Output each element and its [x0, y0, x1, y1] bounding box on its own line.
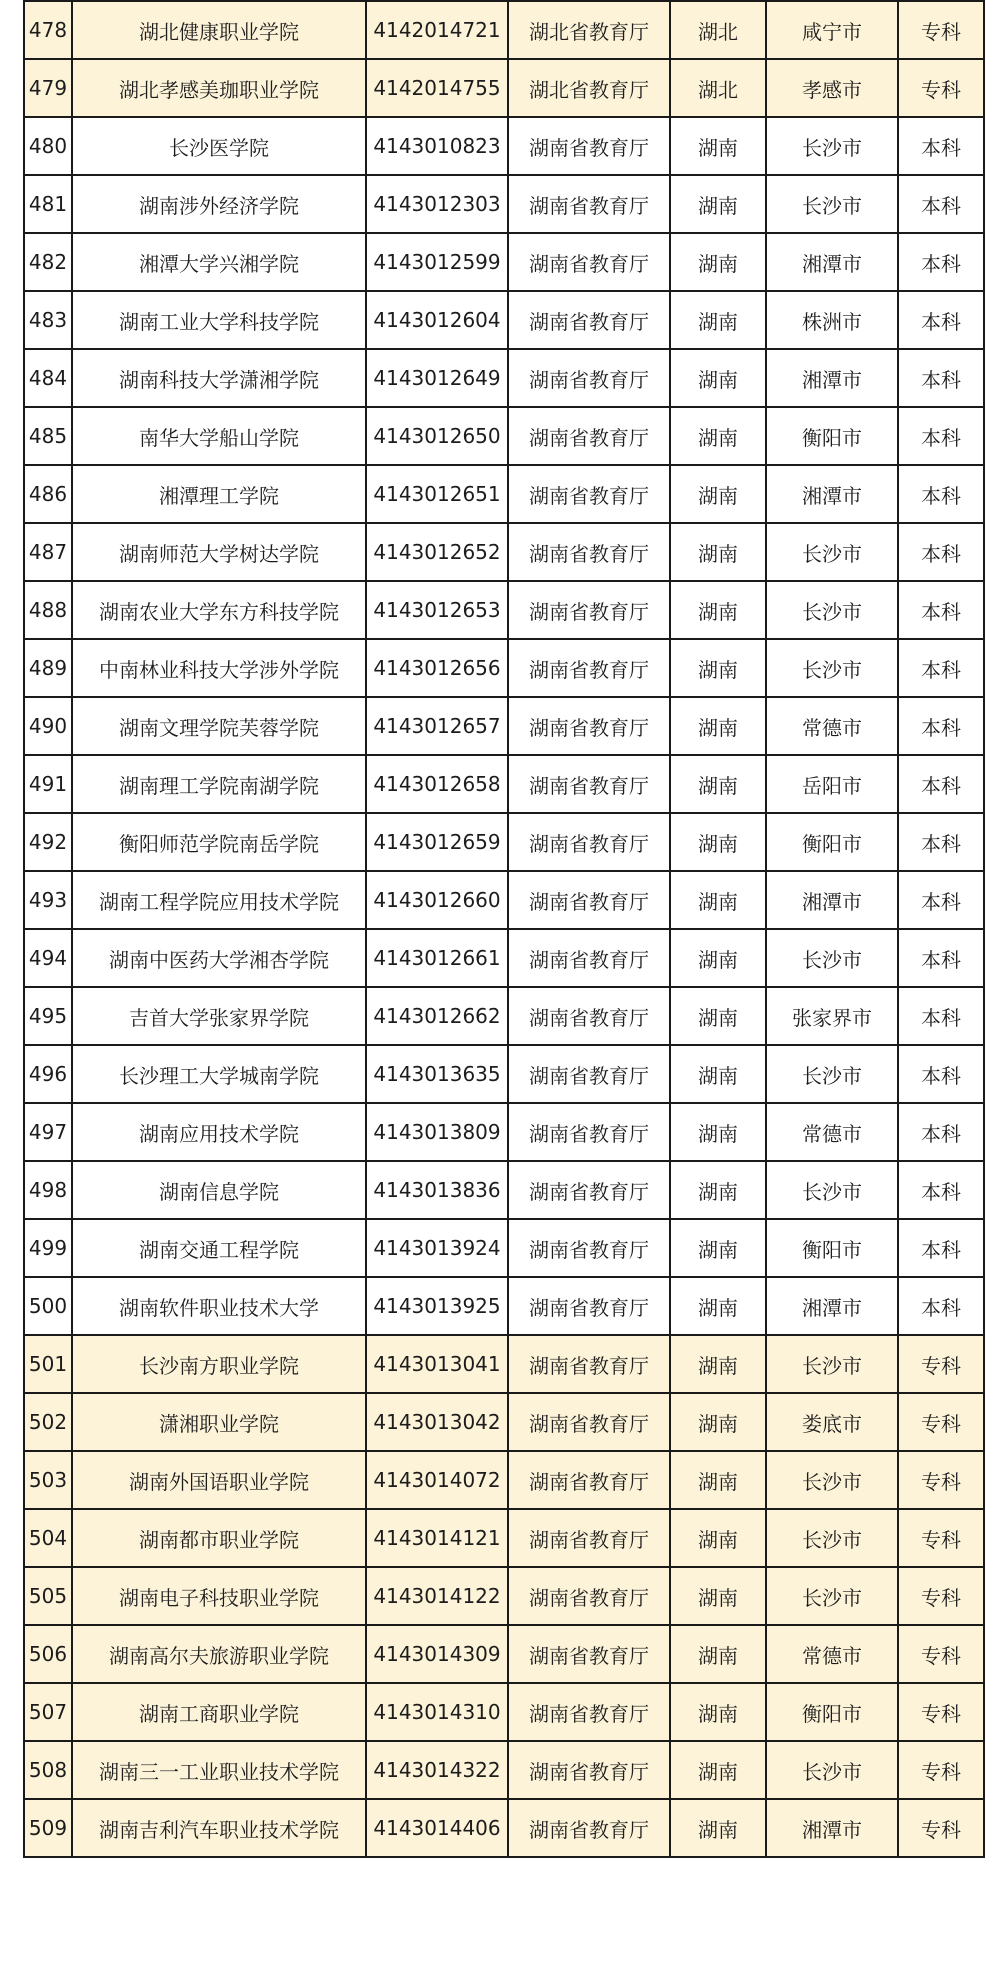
- school-name-cell: 湖南都市职业学院: [72, 1509, 366, 1567]
- school-name-cell: 吉首大学张家界学院: [72, 987, 366, 1045]
- province-cell: 湖南: [670, 1335, 766, 1393]
- education-level-cell: 本科: [898, 871, 984, 929]
- school-code-cell: 4143013836: [366, 1161, 508, 1219]
- row-number-cell: 504: [24, 1509, 72, 1567]
- table-row: [24, 1277, 984, 1335]
- education-level-cell: 专科: [898, 59, 984, 117]
- school-code-cell: 4143014309: [366, 1625, 508, 1683]
- authority-dept-cell: 湖南省教育厅: [508, 1103, 670, 1161]
- table-row: [24, 1219, 984, 1277]
- row-number-cell: 496: [24, 1045, 72, 1103]
- city-cell: 湘潭市: [766, 465, 898, 523]
- school-code-cell: 4143012662: [366, 987, 508, 1045]
- authority-dept-cell: 湖南省教育厅: [508, 1161, 670, 1219]
- table-row: [24, 59, 984, 117]
- school-code-cell: 4143012649: [366, 349, 508, 407]
- row-number-cell: 502: [24, 1393, 72, 1451]
- province-cell: 湖南: [670, 1161, 766, 1219]
- row-number-cell: 485: [24, 407, 72, 465]
- school-code-cell: 4142014721: [366, 1, 508, 59]
- authority-dept-cell: 湖南省教育厅: [508, 1741, 670, 1799]
- school-table-body: [24, 1, 984, 1857]
- authority-dept-cell: 湖南省教育厅: [508, 407, 670, 465]
- school-code-cell: 4142014755: [366, 59, 508, 117]
- authority-dept-cell: 湖南省教育厅: [508, 1045, 670, 1103]
- authority-dept-cell: 湖北省教育厅: [508, 59, 670, 117]
- authority-dept-cell: 湖南省教育厅: [508, 1509, 670, 1567]
- table-row: [24, 987, 984, 1045]
- school-name-cell: 湖南工业大学科技学院: [72, 291, 366, 349]
- education-level-cell: 专科: [898, 1741, 984, 1799]
- row-number-cell: 506: [24, 1625, 72, 1683]
- table-row: [24, 929, 984, 987]
- row-number-cell: 501: [24, 1335, 72, 1393]
- education-level-cell: 本科: [898, 755, 984, 813]
- school-list-sheet: [23, 0, 983, 1858]
- school-code-cell: 4143012604: [366, 291, 508, 349]
- province-cell: 湖南: [670, 117, 766, 175]
- school-code-cell: 4143013809: [366, 1103, 508, 1161]
- school-name-cell: 湖南中医药大学湘杏学院: [72, 929, 366, 987]
- school-name-cell: 长沙理工大学城南学院: [72, 1045, 366, 1103]
- table-row: [24, 1335, 984, 1393]
- province-cell: 湖南: [670, 1219, 766, 1277]
- city-cell: 孝感市: [766, 59, 898, 117]
- province-cell: 湖南: [670, 639, 766, 697]
- education-level-cell: 专科: [898, 1509, 984, 1567]
- education-level-cell: 专科: [898, 1683, 984, 1741]
- education-level-cell: 本科: [898, 581, 984, 639]
- row-number-cell: 488: [24, 581, 72, 639]
- province-cell: 湖南: [670, 1277, 766, 1335]
- school-name-cell: 湖南工商职业学院: [72, 1683, 366, 1741]
- row-number-cell: 499: [24, 1219, 72, 1277]
- row-number-cell: 491: [24, 755, 72, 813]
- authority-dept-cell: 湖南省教育厅: [508, 291, 670, 349]
- row-number-cell: 487: [24, 523, 72, 581]
- school-name-cell: 潇湘职业学院: [72, 1393, 366, 1451]
- table-row: [24, 291, 984, 349]
- row-number-cell: 505: [24, 1567, 72, 1625]
- city-cell: 长沙市: [766, 523, 898, 581]
- authority-dept-cell: 湖南省教育厅: [508, 233, 670, 291]
- row-number-cell: 483: [24, 291, 72, 349]
- school-code-cell: 4143012659: [366, 813, 508, 871]
- table-row: [24, 697, 984, 755]
- education-level-cell: 本科: [898, 523, 984, 581]
- authority-dept-cell: 湖北省教育厅: [508, 1, 670, 59]
- authority-dept-cell: 湖南省教育厅: [508, 1799, 670, 1857]
- education-level-cell: 本科: [898, 465, 984, 523]
- city-cell: 常德市: [766, 1625, 898, 1683]
- school-name-cell: 湖南涉外经济学院: [72, 175, 366, 233]
- city-cell: 湘潭市: [766, 349, 898, 407]
- table-row: [24, 1625, 984, 1683]
- education-level-cell: 专科: [898, 1335, 984, 1393]
- school-code-cell: 4143014122: [366, 1567, 508, 1625]
- school-code-cell: 4143012656: [366, 639, 508, 697]
- education-level-cell: 本科: [898, 1045, 984, 1103]
- city-cell: 长沙市: [766, 581, 898, 639]
- school-name-cell: 长沙医学院: [72, 117, 366, 175]
- school-name-cell: 湖南师范大学树达学院: [72, 523, 366, 581]
- city-cell: 长沙市: [766, 1567, 898, 1625]
- row-number-cell: 509: [24, 1799, 72, 1857]
- authority-dept-cell: 湖南省教育厅: [508, 175, 670, 233]
- province-cell: 湖南: [670, 523, 766, 581]
- city-cell: 长沙市: [766, 1045, 898, 1103]
- city-cell: 长沙市: [766, 175, 898, 233]
- school-name-cell: 湖南理工学院南湖学院: [72, 755, 366, 813]
- city-cell: 湘潭市: [766, 1799, 898, 1857]
- authority-dept-cell: 湖南省教育厅: [508, 639, 670, 697]
- city-cell: 衡阳市: [766, 813, 898, 871]
- table-row: [24, 1393, 984, 1451]
- province-cell: 湖南: [670, 755, 766, 813]
- education-level-cell: 本科: [898, 813, 984, 871]
- authority-dept-cell: 湖南省教育厅: [508, 755, 670, 813]
- education-level-cell: 本科: [898, 233, 984, 291]
- school-name-cell: 湖南外国语职业学院: [72, 1451, 366, 1509]
- province-cell: 湖南: [670, 407, 766, 465]
- table-row: [24, 407, 984, 465]
- row-number-cell: 481: [24, 175, 72, 233]
- table-row: [24, 755, 984, 813]
- education-level-cell: 本科: [898, 1103, 984, 1161]
- row-number-cell: 484: [24, 349, 72, 407]
- authority-dept-cell: 湖南省教育厅: [508, 1335, 670, 1393]
- authority-dept-cell: 湖南省教育厅: [508, 1683, 670, 1741]
- school-code-cell: 4143012303: [366, 175, 508, 233]
- school-name-cell: 湖南科技大学潇湘学院: [72, 349, 366, 407]
- province-cell: 湖南: [670, 1045, 766, 1103]
- city-cell: 长沙市: [766, 1741, 898, 1799]
- province-cell: 湖南: [670, 929, 766, 987]
- school-name-cell: 湖北孝感美珈职业学院: [72, 59, 366, 117]
- table-row: [24, 523, 984, 581]
- school-name-cell: 湘潭理工学院: [72, 465, 366, 523]
- row-number-cell: 497: [24, 1103, 72, 1161]
- table-row: [24, 813, 984, 871]
- city-cell: 湘潭市: [766, 1277, 898, 1335]
- school-name-cell: 衡阳师范学院南岳学院: [72, 813, 366, 871]
- city-cell: 长沙市: [766, 1161, 898, 1219]
- city-cell: 咸宁市: [766, 1, 898, 59]
- school-name-cell: 湖南电子科技职业学院: [72, 1567, 366, 1625]
- city-cell: 衡阳市: [766, 1683, 898, 1741]
- table-row: [24, 117, 984, 175]
- education-level-cell: 本科: [898, 987, 984, 1045]
- province-cell: 湖南: [670, 465, 766, 523]
- province-cell: 湖南: [670, 233, 766, 291]
- row-number-cell: 507: [24, 1683, 72, 1741]
- education-level-cell: 专科: [898, 1393, 984, 1451]
- school-code-cell: 4143014322: [366, 1741, 508, 1799]
- city-cell: 湘潭市: [766, 871, 898, 929]
- table-row: [24, 1683, 984, 1741]
- province-cell: 湖南: [670, 175, 766, 233]
- province-cell: 湖南: [670, 1393, 766, 1451]
- province-cell: 湖南: [670, 1741, 766, 1799]
- school-name-cell: 湖南交通工程学院: [72, 1219, 366, 1277]
- school-name-cell: 湖南文理学院芙蓉学院: [72, 697, 366, 755]
- school-name-cell: 长沙南方职业学院: [72, 1335, 366, 1393]
- table-row: [24, 1103, 984, 1161]
- education-level-cell: 本科: [898, 291, 984, 349]
- school-code-cell: 4143014072: [366, 1451, 508, 1509]
- school-code-cell: 4143013042: [366, 1393, 508, 1451]
- row-number-cell: 489: [24, 639, 72, 697]
- education-level-cell: 本科: [898, 349, 984, 407]
- city-cell: 长沙市: [766, 639, 898, 697]
- education-level-cell: 本科: [898, 407, 984, 465]
- school-code-cell: 4143013925: [366, 1277, 508, 1335]
- row-number-cell: 503: [24, 1451, 72, 1509]
- table-row: [24, 1509, 984, 1567]
- authority-dept-cell: 湖南省教育厅: [508, 871, 670, 929]
- province-cell: 湖南: [670, 1625, 766, 1683]
- row-number-cell: 493: [24, 871, 72, 929]
- school-name-cell: 湖南农业大学东方科技学院: [72, 581, 366, 639]
- row-number-cell: 494: [24, 929, 72, 987]
- city-cell: 娄底市: [766, 1393, 898, 1451]
- school-name-cell: 湘潭大学兴湘学院: [72, 233, 366, 291]
- authority-dept-cell: 湖南省教育厅: [508, 697, 670, 755]
- education-level-cell: 专科: [898, 1451, 984, 1509]
- education-level-cell: 本科: [898, 117, 984, 175]
- province-cell: 湖南: [670, 291, 766, 349]
- row-number-cell: 486: [24, 465, 72, 523]
- city-cell: 衡阳市: [766, 1219, 898, 1277]
- row-number-cell: 492: [24, 813, 72, 871]
- school-name-cell: 中南林业科技大学涉外学院: [72, 639, 366, 697]
- table-row: [24, 1741, 984, 1799]
- school-code-cell: 4143014310: [366, 1683, 508, 1741]
- school-name-cell: 湖南吉利汽车职业技术学院: [72, 1799, 366, 1857]
- row-number-cell: 479: [24, 59, 72, 117]
- school-name-cell: 湖北健康职业学院: [72, 1, 366, 59]
- city-cell: 岳阳市: [766, 755, 898, 813]
- province-cell: 湖北: [670, 59, 766, 117]
- authority-dept-cell: 湖南省教育厅: [508, 1393, 670, 1451]
- city-cell: 张家界市: [766, 987, 898, 1045]
- table-row: [24, 1045, 984, 1103]
- authority-dept-cell: 湖南省教育厅: [508, 1277, 670, 1335]
- school-name-cell: 湖南工程学院应用技术学院: [72, 871, 366, 929]
- row-number-cell: 500: [24, 1277, 72, 1335]
- table-row: [24, 639, 984, 697]
- row-number-cell: 478: [24, 1, 72, 59]
- province-cell: 湖南: [670, 813, 766, 871]
- city-cell: 株洲市: [766, 291, 898, 349]
- education-level-cell: 本科: [898, 1219, 984, 1277]
- province-cell: 湖南: [670, 1683, 766, 1741]
- city-cell: 长沙市: [766, 1451, 898, 1509]
- education-level-cell: 本科: [898, 175, 984, 233]
- province-cell: 湖南: [670, 1451, 766, 1509]
- authority-dept-cell: 湖南省教育厅: [508, 1219, 670, 1277]
- education-level-cell: 专科: [898, 1567, 984, 1625]
- table-row: [24, 349, 984, 407]
- province-cell: 湖南: [670, 581, 766, 639]
- row-number-cell: 508: [24, 1741, 72, 1799]
- school-code-cell: 4143012657: [366, 697, 508, 755]
- authority-dept-cell: 湖南省教育厅: [508, 117, 670, 175]
- school-name-cell: 湖南信息学院: [72, 1161, 366, 1219]
- school-code-cell: 4143012651: [366, 465, 508, 523]
- province-cell: 湖南: [670, 1567, 766, 1625]
- school-name-cell: 湖南三一工业职业技术学院: [72, 1741, 366, 1799]
- school-code-cell: 4143012661: [366, 929, 508, 987]
- table-row: [24, 1161, 984, 1219]
- school-name-cell: 湖南软件职业技术大学: [72, 1277, 366, 1335]
- authority-dept-cell: 湖南省教育厅: [508, 349, 670, 407]
- table-row: [24, 1451, 984, 1509]
- school-name-cell: 湖南应用技术学院: [72, 1103, 366, 1161]
- school-table: [23, 0, 985, 1858]
- table-row: [24, 581, 984, 639]
- school-code-cell: 4143012599: [366, 233, 508, 291]
- city-cell: 湘潭市: [766, 233, 898, 291]
- city-cell: 衡阳市: [766, 407, 898, 465]
- province-cell: 湖南: [670, 987, 766, 1045]
- province-cell: 湖南: [670, 1799, 766, 1857]
- school-code-cell: 4143013041: [366, 1335, 508, 1393]
- school-code-cell: 4143013635: [366, 1045, 508, 1103]
- school-code-cell: 4143010823: [366, 117, 508, 175]
- row-number-cell: 482: [24, 233, 72, 291]
- province-cell: 湖南: [670, 349, 766, 407]
- authority-dept-cell: 湖南省教育厅: [508, 1567, 670, 1625]
- authority-dept-cell: 湖南省教育厅: [508, 465, 670, 523]
- authority-dept-cell: 湖南省教育厅: [508, 813, 670, 871]
- school-code-cell: 4143012650: [366, 407, 508, 465]
- row-number-cell: 498: [24, 1161, 72, 1219]
- province-cell: 湖南: [670, 871, 766, 929]
- table-row: [24, 1, 984, 59]
- province-cell: 湖南: [670, 697, 766, 755]
- authority-dept-cell: 湖南省教育厅: [508, 523, 670, 581]
- education-level-cell: 本科: [898, 929, 984, 987]
- province-cell: 湖北: [670, 1, 766, 59]
- school-code-cell: 4143014406: [366, 1799, 508, 1857]
- table-row: [24, 1567, 984, 1625]
- table-row: [24, 871, 984, 929]
- school-code-cell: 4143012660: [366, 871, 508, 929]
- education-level-cell: 专科: [898, 1, 984, 59]
- school-code-cell: 4143014121: [366, 1509, 508, 1567]
- authority-dept-cell: 湖南省教育厅: [508, 929, 670, 987]
- row-number-cell: 490: [24, 697, 72, 755]
- school-code-cell: 4143012653: [366, 581, 508, 639]
- province-cell: 湖南: [670, 1509, 766, 1567]
- authority-dept-cell: 湖南省教育厅: [508, 581, 670, 639]
- table-row: [24, 1799, 984, 1857]
- city-cell: 长沙市: [766, 1509, 898, 1567]
- table-row: [24, 465, 984, 523]
- city-cell: 长沙市: [766, 1335, 898, 1393]
- table-row: [24, 175, 984, 233]
- row-number-cell: 495: [24, 987, 72, 1045]
- school-code-cell: 4143013924: [366, 1219, 508, 1277]
- school-name-cell: 南华大学船山学院: [72, 407, 366, 465]
- school-code-cell: 4143012658: [366, 755, 508, 813]
- authority-dept-cell: 湖南省教育厅: [508, 987, 670, 1045]
- education-level-cell: 专科: [898, 1625, 984, 1683]
- school-code-cell: 4143012652: [366, 523, 508, 581]
- education-level-cell: 本科: [898, 697, 984, 755]
- authority-dept-cell: 湖南省教育厅: [508, 1451, 670, 1509]
- school-name-cell: 湖南高尔夫旅游职业学院: [72, 1625, 366, 1683]
- city-cell: 常德市: [766, 697, 898, 755]
- city-cell: 长沙市: [766, 929, 898, 987]
- table-row: [24, 233, 984, 291]
- education-level-cell: 本科: [898, 1161, 984, 1219]
- province-cell: 湖南: [670, 1103, 766, 1161]
- education-level-cell: 专科: [898, 1799, 984, 1857]
- city-cell: 长沙市: [766, 117, 898, 175]
- row-number-cell: 480: [24, 117, 72, 175]
- education-level-cell: 本科: [898, 1277, 984, 1335]
- authority-dept-cell: 湖南省教育厅: [508, 1625, 670, 1683]
- education-level-cell: 本科: [898, 639, 984, 697]
- city-cell: 常德市: [766, 1103, 898, 1161]
